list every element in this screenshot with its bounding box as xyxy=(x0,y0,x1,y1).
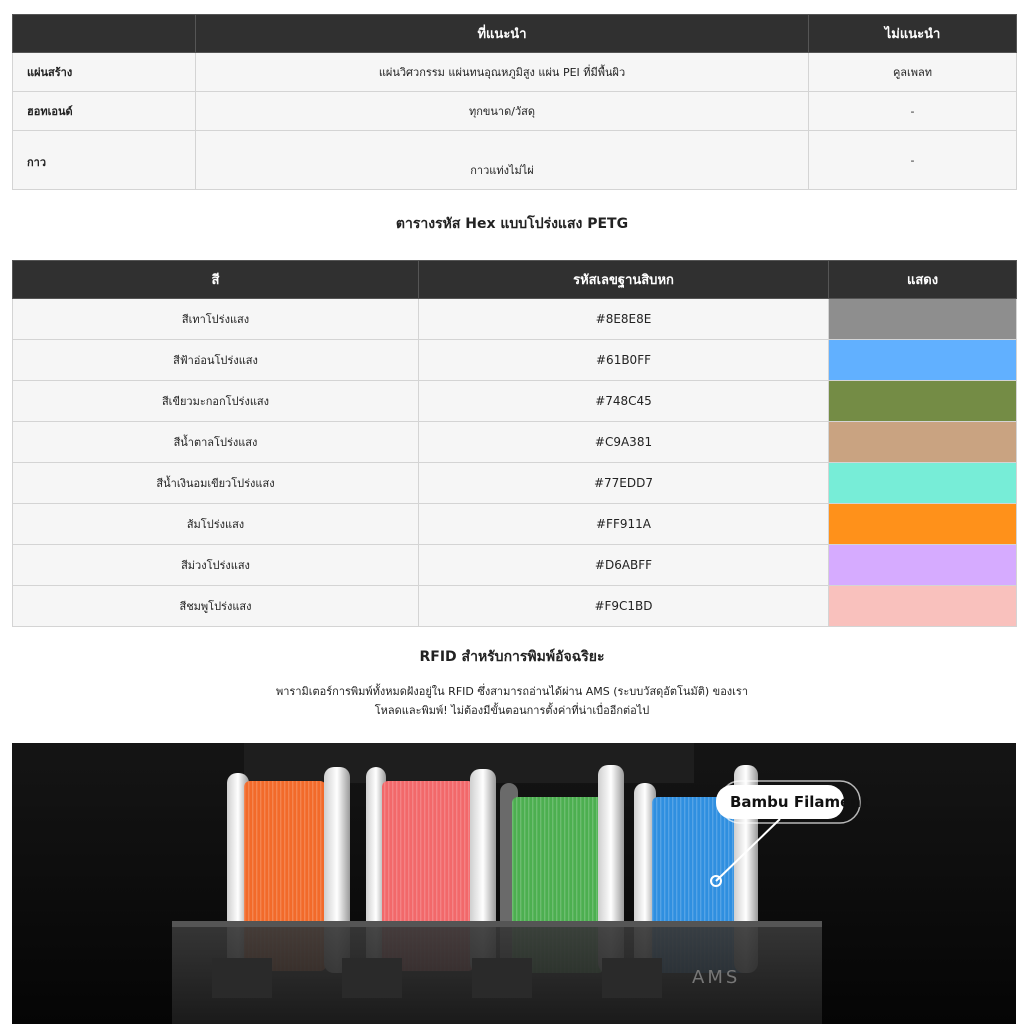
ams-unit xyxy=(172,921,822,1024)
hex-code: #FF911A xyxy=(419,504,829,545)
color-swatch-cell xyxy=(829,422,1017,463)
hex-code: #8E8E8E xyxy=(419,299,829,340)
table-row xyxy=(13,463,1017,504)
color-name: สีเทาโปร่งแสง xyxy=(13,299,419,340)
color-swatch xyxy=(829,504,1016,544)
color-name: สีเขียวมะกอกโปร่งแสง xyxy=(13,381,419,422)
color-swatch-cell xyxy=(829,504,1017,545)
table-row xyxy=(13,92,1017,131)
ams-back-frame xyxy=(244,743,694,783)
color-swatch-cell xyxy=(829,381,1017,422)
color-swatch xyxy=(829,381,1016,421)
ams-illustration xyxy=(12,743,1016,1024)
color-swatch-cell xyxy=(829,340,1017,381)
color-name: สีฟ้าอ่อนโปร่งแสง xyxy=(13,340,419,381)
hex-code: #D6ABFF xyxy=(419,545,829,586)
color-swatch xyxy=(829,299,1016,339)
color-swatch-cell xyxy=(829,463,1017,504)
hex-code: #748C45 xyxy=(419,381,829,422)
color-swatch-cell xyxy=(829,299,1017,340)
recommended-glue: กาวแท่งไม่ไผ่ xyxy=(196,131,809,190)
header-not-recommended: ไม่แนะนำ xyxy=(809,15,1017,53)
table-row xyxy=(13,299,1017,340)
header-hex-code: รหัสเลขฐานสิบหก xyxy=(419,261,829,299)
color-swatch xyxy=(829,545,1016,585)
rfid-title: RFID สำหรับการพิมพ์อัจฉริยะ xyxy=(419,649,605,665)
not-recommended-hotend: - xyxy=(809,92,1017,131)
table-row xyxy=(13,131,1017,190)
table-row xyxy=(13,422,1017,463)
color-swatch xyxy=(829,340,1016,380)
row-label-build-plate: แผ่นสร้าง xyxy=(13,53,196,92)
not-recommended-build-plate: คูลเพลท xyxy=(809,53,1017,92)
hex-table-header xyxy=(13,261,1017,299)
compatibility-table xyxy=(12,14,1017,190)
color-name: สีน้ำเงินอมเขียวโปร่งแสง xyxy=(13,463,419,504)
color-swatch xyxy=(829,422,1016,462)
table-row xyxy=(13,545,1017,586)
header-display: แสดง xyxy=(829,261,1017,299)
row-label-glue: กาว xyxy=(13,131,196,190)
table-row xyxy=(13,340,1017,381)
color-swatch xyxy=(829,463,1016,503)
header-color-name: สี xyxy=(13,261,419,299)
color-name: สีชมพูโปร่งแสง xyxy=(13,586,419,627)
ams-device-label: AMS xyxy=(692,967,741,988)
rfid-description xyxy=(0,682,1024,720)
table-row xyxy=(13,53,1017,92)
hex-code: #77EDD7 xyxy=(419,463,829,504)
not-recommended-glue: - xyxy=(809,131,1017,190)
callout-label: Bambu Filament xyxy=(730,793,869,811)
compatibility-table-header xyxy=(13,15,1017,53)
hex-code: #C9A381 xyxy=(419,422,829,463)
hex-color-table xyxy=(12,260,1017,627)
header-recommended: ที่แนะนำ xyxy=(196,15,809,53)
recommended-build-plate: แผ่นวิศวกรรม แผ่นทนอุณหภูมิสูง แผ่น PEI ที่มีพื้นผิว xyxy=(196,53,809,92)
table-row xyxy=(13,381,1017,422)
color-swatch-cell xyxy=(829,545,1017,586)
rfid-description-line-2: โหลดและพิมพ์! ไม่ต้องมีขั้นตอนการตั้งค่าที่น่าเบื่ออีกต่อไป xyxy=(374,704,650,717)
hex-code: #61B0FF xyxy=(419,340,829,381)
rfid-description-line-1: พารามิเตอร์การพิมพ์ทั้งหมดฝังอยู่ใน RFID ซึ่งสามารถอ่านได้ผ่าน AMS (ระบบวัสดุอัตโนมัติ) ของเรา xyxy=(275,685,749,698)
hex-code: #F9C1BD xyxy=(419,586,829,627)
table-row xyxy=(13,586,1017,627)
recommended-hotend: ทุกขนาด/วัสดุ xyxy=(196,92,809,131)
color-name: สีน้ำตาลโปร่งแสง xyxy=(13,422,419,463)
hex-table-title: ตารางรหัส Hex แบบโปร่งแสง PETG xyxy=(395,216,629,232)
table-row xyxy=(13,504,1017,545)
ams-product-photo xyxy=(12,743,1016,1024)
color-name: ส้มโปร่งแสง xyxy=(13,504,419,545)
color-swatch xyxy=(829,586,1016,626)
header-blank xyxy=(13,15,196,53)
row-label-hotend: ฮอทเอนด์ xyxy=(13,92,196,131)
color-swatch-cell xyxy=(829,586,1017,627)
color-name: สีม่วงโปร่งแสง xyxy=(13,545,419,586)
